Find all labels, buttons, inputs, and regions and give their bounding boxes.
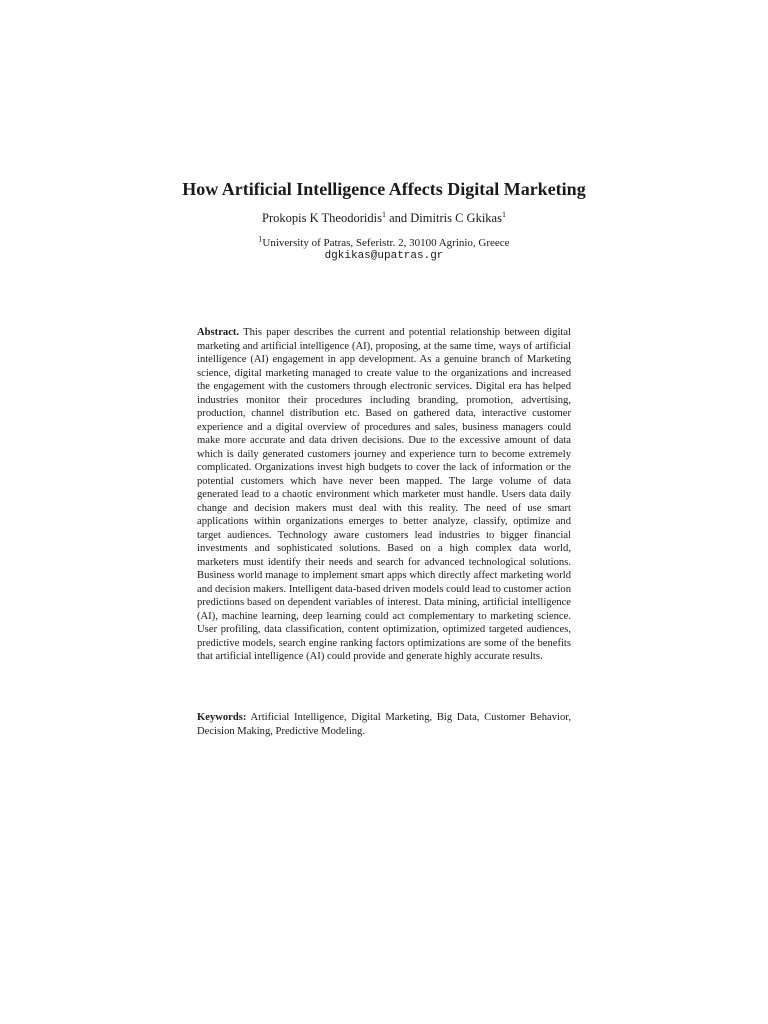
keywords-text: Artificial Intelligence, Digital Marketing, Big Data, Customer Behavior, Decision Making, Predictive Modeling.	[197, 712, 571, 737]
affiliation-text: University of Patras, Seferistr. 2, 30100 Agrinio, Greece	[262, 237, 510, 249]
author-email: dgkikas@upatras.gr	[324, 250, 444, 262]
abstract-text: This paper describes the current and potential relationship between digital marketing and artificial intelligence (AI), proposing, at the same time, ways of artificial intelligence (AI) engagement in app development. As a genuine branch of Marketing science, digital marketing managed to create value to the organizations and increased the engagement with the customers through electronic services. Digital era has helped industries monitor their procedures including branding, promotion, advertising, production, channel distribution etc. Based on gathered data, interactive customer experience and a digital overview of procedures and sales, business managers could make more accurate and data driven decisions. Due to the excessive amount of data which is daily generated customers journey and experience turn to become extremely complicated. Organizations invest high budgets to cover the lack of information or the potential customers which have never been mapped. The large volume of data generated lead to a chaotic environment which marketer must handle. Users data daily change and decision makers must deal with this reality. The need of use smart applications within organizations emerges to better analyze, classify, optimize and target audiences. Technology aware customers lead industries to bigger financial investments and sophisticated solutions. Based on a high complex data world, marketers must identify their needs and search for advanced technological solutions. Business world manage to implement smart apps which directly affect marketing world and decision makers. Intelligent data-based driven models could lead to customer action predictions based on dependent variables of interest. Data mining, artificial intelligence (AI), machine learning, deep learning could act complementary to marketing science. User profiling, data classification, content optimization, optimized targeted audiences, predictive models, search engine ranking factors optimizations are some of the benefits that artificial intelligence (AI) could provide and generate highly accurate results.	[197, 327, 571, 662]
author-name: Dimitris C Gkikas	[410, 211, 502, 225]
author-conjunction: and	[385, 211, 411, 225]
abstract	[197, 326, 571, 664]
paper-title: How Artificial Intelligence Affects Digital Marketing	[182, 179, 586, 199]
keywords	[197, 711, 571, 738]
affiliation-line	[0, 234, 768, 250]
affiliation-mark: 1	[258, 234, 263, 244]
author-name: Prokopis K Theodoridis	[262, 211, 382, 225]
keywords-label: Keywords:	[197, 712, 247, 723]
author-line	[0, 210, 768, 226]
abstract-label: Abstract.	[197, 327, 240, 338]
affiliation-mark: 1	[381, 209, 386, 219]
affiliation-mark: 1	[501, 209, 506, 219]
